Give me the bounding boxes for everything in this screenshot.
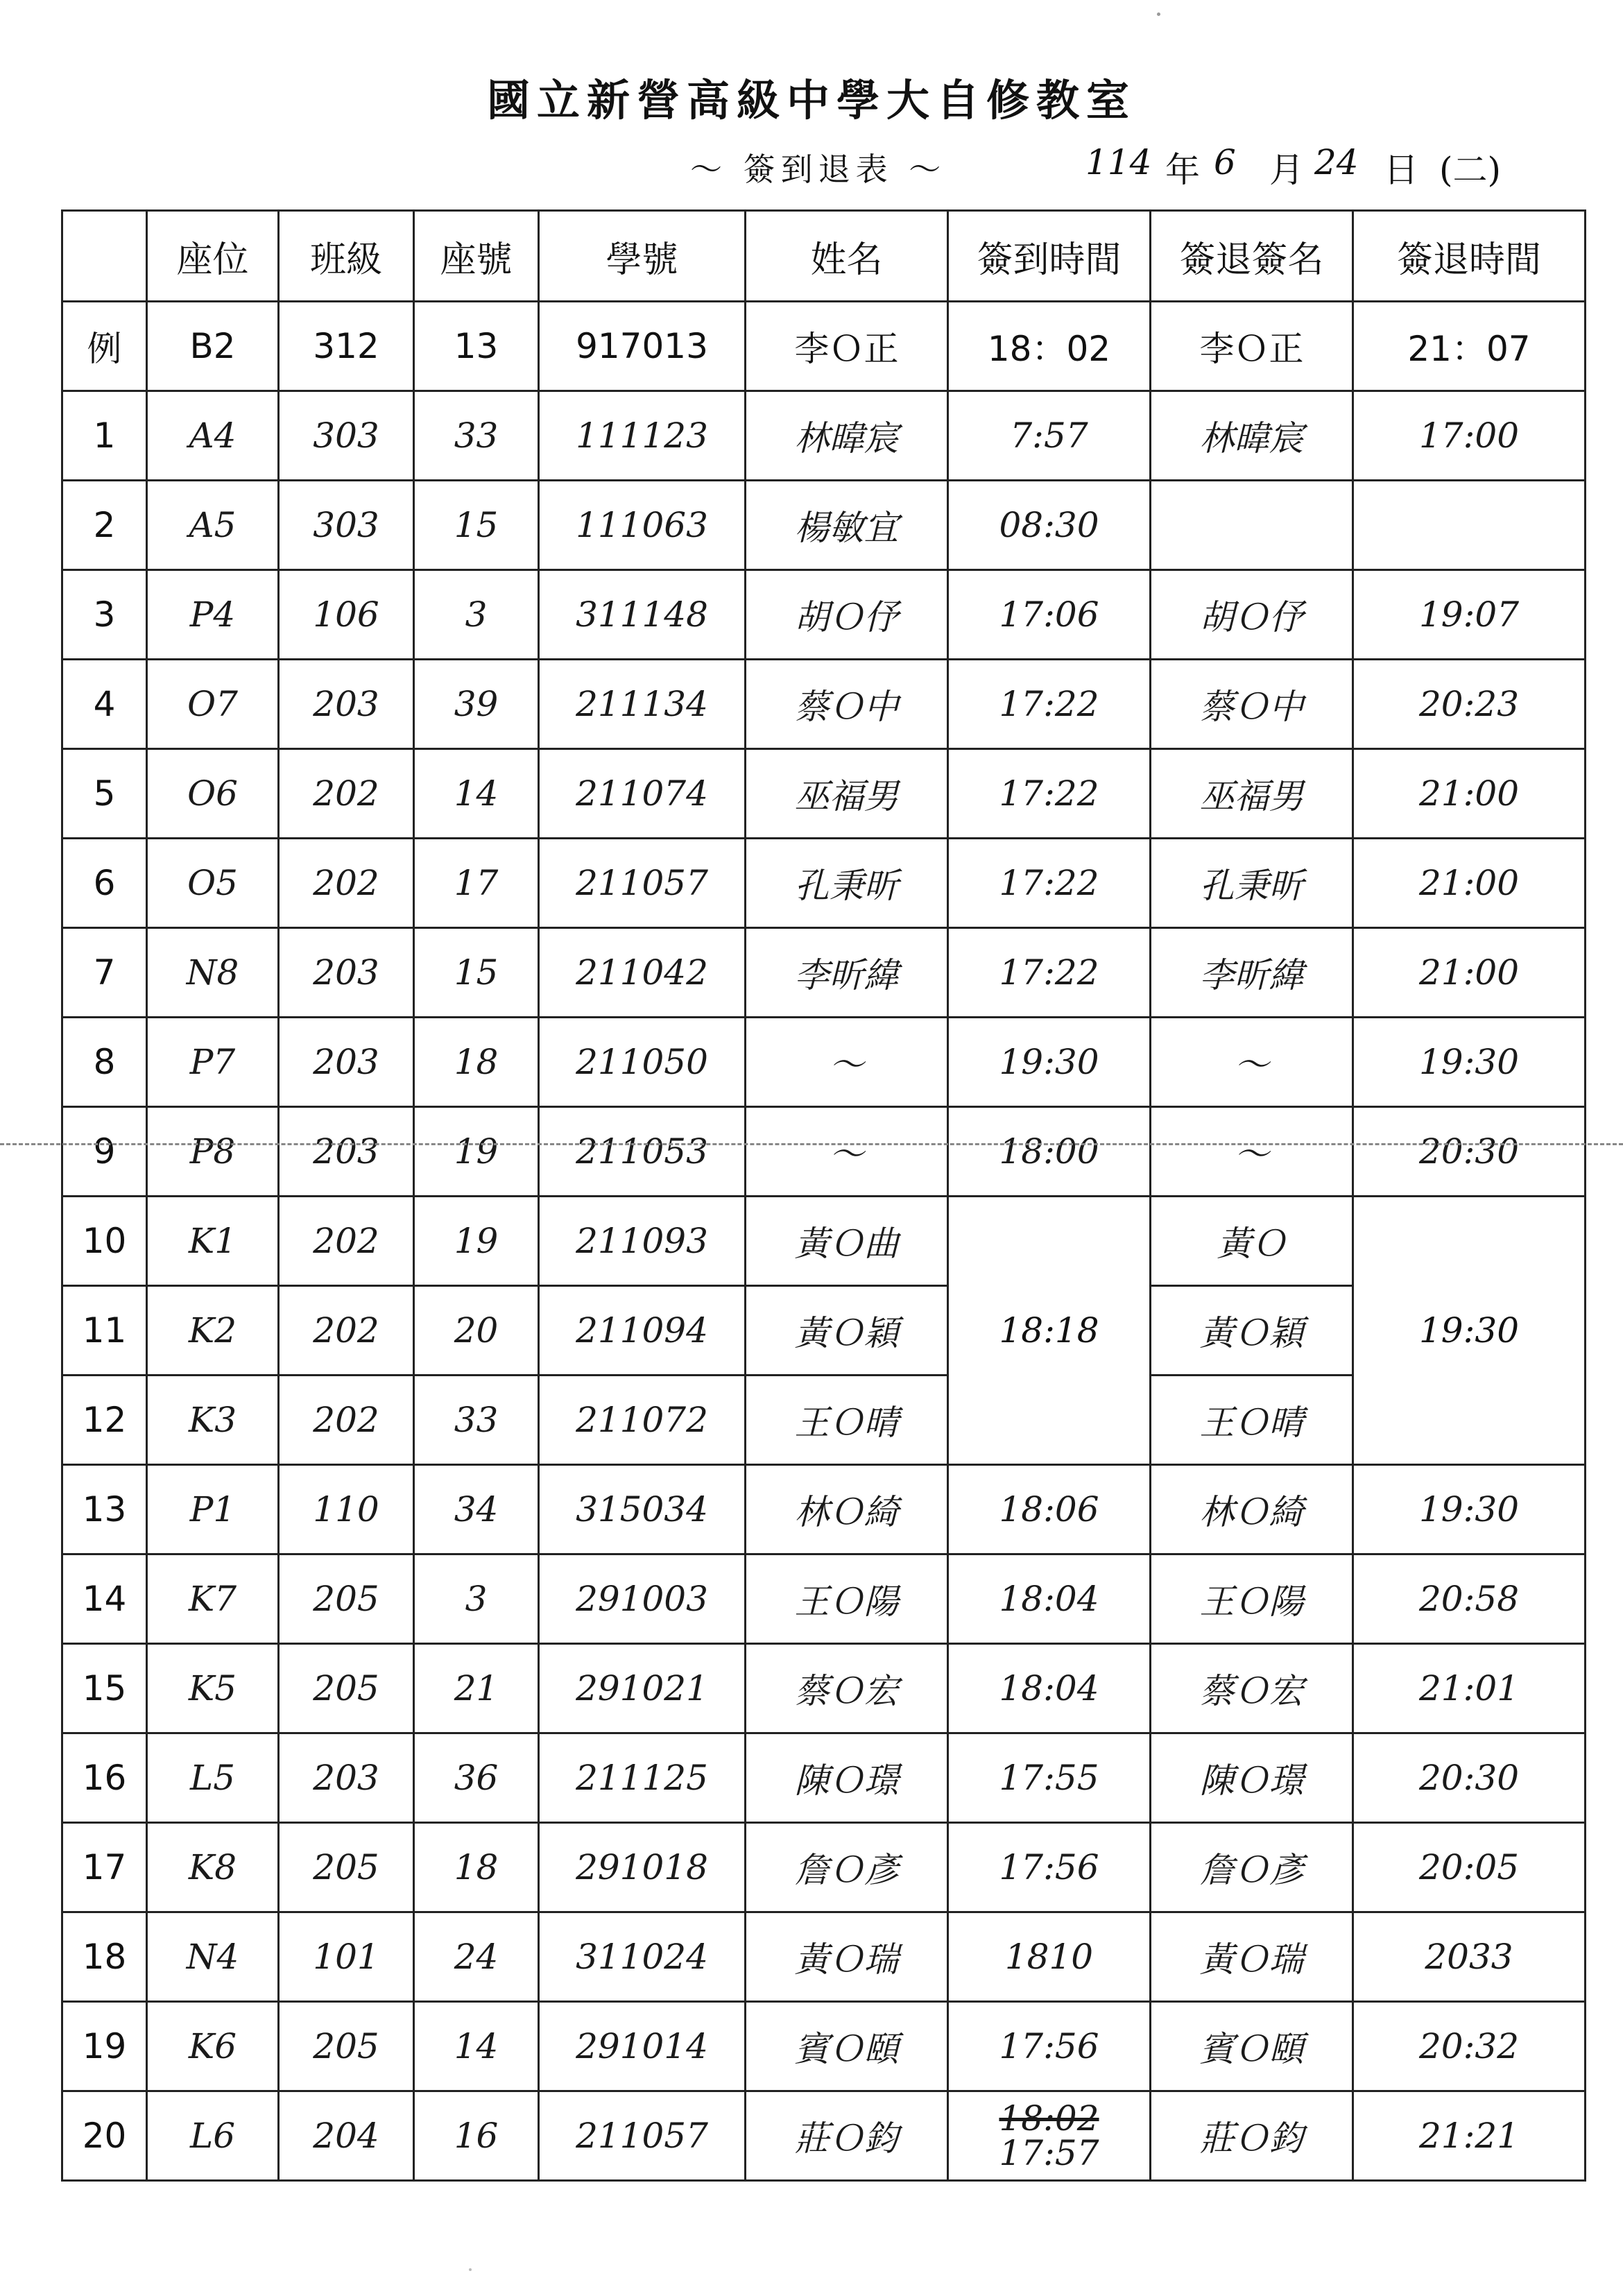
corrected-checkin-time: 17:57 (999, 2133, 1099, 2173)
name-cell: ～ (746, 1107, 948, 1197)
signature-cell: 孔秉昕 (1151, 839, 1353, 928)
class-cell: 202 (279, 839, 414, 928)
col-header-index (62, 211, 147, 302)
table-row (62, 1197, 1586, 1286)
seat-cell: P8 (147, 1107, 279, 1197)
name-cell: 胡Ｏ伃 (746, 570, 948, 660)
seat-number-cell: 21 (414, 1644, 539, 1733)
class-cell: 205 (279, 1644, 414, 1733)
seat-number-cell: 3 (414, 570, 539, 660)
date-month: 6 (1214, 142, 1236, 182)
checkin-cell: 17:56 (948, 2002, 1151, 2091)
row-number: 13 (62, 1465, 147, 1554)
seat-number-cell: 33 (414, 1376, 539, 1465)
checkout-cell: 20:30 (1353, 1733, 1586, 1823)
row-number: 11 (62, 1286, 147, 1376)
seat-number-cell: 15 (414, 481, 539, 570)
row-number: 8 (62, 1018, 147, 1107)
col-header-name: 姓名 (746, 211, 948, 302)
example-seat: B2 (147, 302, 279, 391)
seat-number-cell: 14 (414, 749, 539, 839)
row-number: 4 (62, 660, 147, 749)
signature-cell: 林暐宸 (1151, 391, 1353, 481)
checkout-cell: 20:58 (1353, 1554, 1586, 1644)
name-cell: 王Ｏ陽 (746, 1554, 948, 1644)
signature-cell: 莊Ｏ鈞 (1151, 2091, 1353, 2181)
name-cell: 黃Ｏ穎 (746, 1286, 948, 1376)
checkin-cell: 17:22 (948, 660, 1151, 749)
checkin-cell: 08:30 (948, 481, 1151, 570)
header-row (62, 211, 1586, 302)
seat-number-cell: 14 (414, 2002, 539, 2091)
seat-cell: O6 (147, 749, 279, 839)
name-cell: 蔡Ｏ宏 (746, 1644, 948, 1733)
student-id-cell: 311024 (539, 1912, 746, 2002)
name-cell: 巫福男 (746, 749, 948, 839)
date-year: 114 (1085, 142, 1152, 182)
name-cell: 蔡Ｏ中 (746, 660, 948, 749)
row-number: 7 (62, 928, 147, 1018)
signature-cell: 李昕緯 (1151, 928, 1353, 1018)
seat-cell: P4 (147, 570, 279, 660)
example-checkin: 18：02 (948, 302, 1151, 391)
student-id-cell: 211125 (539, 1733, 746, 1823)
date-month-unit: 月 (1269, 150, 1304, 190)
seat-cell: L5 (147, 1733, 279, 1823)
row-number: 9 (62, 1107, 147, 1197)
class-cell: 110 (279, 1465, 414, 1554)
seat-number-cell: 18 (414, 1018, 539, 1107)
student-id-cell: 291003 (539, 1554, 746, 1644)
name-cell: 林Ｏ綺 (746, 1465, 948, 1554)
signature-cell: 黃Ｏ穎 (1151, 1286, 1353, 1376)
class-cell: 205 (279, 2002, 414, 2091)
signature-cell: 詹Ｏ彥 (1151, 1823, 1353, 1912)
checkin-cell: 18:04 (948, 1644, 1151, 1733)
checkout-cell: 20:05 (1353, 1823, 1586, 1912)
student-id-cell: 211093 (539, 1197, 746, 1286)
table-row (62, 660, 1586, 749)
col-header-student-id: 學號 (539, 211, 746, 302)
col-header-signature: 簽退簽名 (1151, 211, 1353, 302)
class-cell: 203 (279, 1107, 414, 1197)
checkin-cell: 17:22 (948, 928, 1151, 1018)
table-row (62, 1644, 1586, 1733)
signature-cell: 陳Ｏ璟 (1151, 1733, 1353, 1823)
row-number: 2 (62, 481, 147, 570)
table-row (62, 1554, 1586, 1644)
row-number: 19 (62, 2002, 147, 2091)
seat-cell: P1 (147, 1465, 279, 1554)
checkin-cell: 17:55 (948, 1733, 1151, 1823)
merged-checkout-cell: 19:30 (1353, 1197, 1586, 1465)
seat-number-cell: 33 (414, 391, 539, 481)
example-student-id: 917013 (539, 302, 746, 391)
seat-cell: N8 (147, 928, 279, 1018)
signature-cell: 賓Ｏ頤 (1151, 2002, 1353, 2091)
class-cell: 203 (279, 1018, 414, 1107)
student-id-cell: 211053 (539, 1107, 746, 1197)
example-checkout: 21：07 (1353, 302, 1586, 391)
name-cell: 莊Ｏ鈞 (746, 2091, 948, 2181)
signature-cell: 王Ｏ陽 (1151, 1554, 1353, 1644)
checkout-cell: 21:01 (1353, 1644, 1586, 1733)
checkout-cell: 20:23 (1353, 660, 1586, 749)
seat-cell: P7 (147, 1018, 279, 1107)
name-cell: 孔秉昕 (746, 839, 948, 928)
example-label: 例 (62, 302, 147, 391)
seat-cell: K5 (147, 1644, 279, 1733)
name-cell: ～ (746, 1018, 948, 1107)
student-id-cell: 111063 (539, 481, 746, 570)
seat-number-cell: 19 (414, 1197, 539, 1286)
table-row (62, 1912, 1586, 2002)
signature-cell: ～ (1151, 1107, 1353, 1197)
struck-checkin-time: 18:02 (999, 2098, 1099, 2139)
signature-cell (1151, 481, 1353, 570)
seat-number-cell: 18 (414, 1823, 539, 1912)
class-cell: 303 (279, 391, 414, 481)
seat-cell: K3 (147, 1376, 279, 1465)
checkout-cell: 20:30 (1353, 1107, 1586, 1197)
checkin-cell: 17:56 (948, 1823, 1151, 1912)
seat-number-cell: 24 (414, 1912, 539, 2002)
checkin-cell: 17:06 (948, 570, 1151, 660)
row-number: 16 (62, 1733, 147, 1823)
signature-cell: 黃Ｏ (1151, 1197, 1353, 1286)
example-class: 312 (279, 302, 414, 391)
table-row (62, 481, 1586, 570)
col-header-checkin: 簽到時間 (948, 211, 1151, 302)
student-id-cell: 211134 (539, 660, 746, 749)
page-title: 國立新營高級中學大自修教室 (486, 75, 1136, 126)
checkout-cell: 21:00 (1353, 749, 1586, 839)
seat-cell: K6 (147, 2002, 279, 2091)
table-row (62, 570, 1586, 660)
signature-cell: 蔡Ｏ中 (1151, 660, 1353, 749)
class-cell: 106 (279, 570, 414, 660)
signature-cell: 王Ｏ晴 (1151, 1376, 1353, 1465)
student-id-cell: 291014 (539, 2002, 746, 2091)
row-number: 14 (62, 1554, 147, 1644)
class-cell: 303 (279, 481, 414, 570)
signature-cell: 巫福男 (1151, 749, 1353, 839)
example-row (62, 302, 1586, 391)
seat-number-cell: 20 (414, 1286, 539, 1376)
seat-number-cell: 3 (414, 1554, 539, 1644)
checkout-cell: 20:32 (1353, 2002, 1586, 2091)
class-cell: 203 (279, 660, 414, 749)
table-row (62, 1465, 1586, 1554)
checkout-cell: 19:30 (1353, 1465, 1586, 1554)
seat-number-cell: 17 (414, 839, 539, 928)
speck (1157, 12, 1160, 16)
checkout-cell: 21:00 (1353, 839, 1586, 928)
checkin-cell: 17:22 (948, 839, 1151, 928)
checkin-cell: 7:57 (948, 391, 1151, 481)
student-id-cell: 211074 (539, 749, 746, 839)
col-header-seat: 座位 (147, 211, 279, 302)
seat-number-cell: 34 (414, 1465, 539, 1554)
student-id-cell: 211072 (539, 1376, 746, 1465)
name-cell: 李昕緯 (746, 928, 948, 1018)
date-weekday: (二) (1439, 150, 1502, 190)
seat-number-cell: 39 (414, 660, 539, 749)
name-cell: 王Ｏ晴 (746, 1376, 948, 1465)
name-cell: 林暐宸 (746, 391, 948, 481)
row-number: 17 (62, 1823, 147, 1912)
seat-cell: A5 (147, 481, 279, 570)
speck (469, 2268, 472, 2271)
row-number: 3 (62, 570, 147, 660)
checkout-cell: 21:21 (1353, 2091, 1586, 2181)
checkout-cell: 19:07 (1353, 570, 1586, 660)
date-day: 24 (1314, 142, 1359, 182)
seat-cell: O7 (147, 660, 279, 749)
signature-cell: ～ (1151, 1018, 1353, 1107)
class-cell: 202 (279, 1376, 414, 1465)
checkin-cell: 1810 (948, 1912, 1151, 2002)
table-row (62, 749, 1586, 839)
row-number: 10 (62, 1197, 147, 1286)
signature-cell: 蔡Ｏ宏 (1151, 1644, 1353, 1733)
student-id-cell: 211057 (539, 839, 746, 928)
student-id-cell: 211042 (539, 928, 746, 1018)
row-number: 1 (62, 391, 147, 481)
name-cell: 詹Ｏ彥 (746, 1823, 948, 1912)
row-number: 5 (62, 749, 147, 839)
table-row (62, 1107, 1586, 1197)
class-cell: 203 (279, 1733, 414, 1823)
checkout-cell: 17:00 (1353, 391, 1586, 481)
checkin-cell: 19:30 (948, 1018, 1151, 1107)
table-row (62, 1018, 1586, 1107)
name-cell: 陳Ｏ璟 (746, 1733, 948, 1823)
seat-number-cell: 16 (414, 2091, 539, 2181)
name-cell: 黃Ｏ瑞 (746, 1912, 948, 2002)
checkin-cell: 18:00 (948, 1107, 1151, 1197)
seat-number-cell: 36 (414, 1733, 539, 1823)
checkout-cell: 2033 (1353, 1912, 1586, 2002)
page-subtitle: ～ 簽到退表 ～ (690, 151, 947, 188)
col-header-number: 座號 (414, 211, 539, 302)
class-cell: 202 (279, 1286, 414, 1376)
row-number: 18 (62, 1912, 147, 2002)
table-row (62, 2091, 1586, 2181)
class-cell: 202 (279, 749, 414, 839)
seat-number-cell: 19 (414, 1107, 539, 1197)
class-cell: 205 (279, 1823, 414, 1912)
checkout-cell: 21:00 (1353, 928, 1586, 1018)
class-cell: 202 (279, 1197, 414, 1286)
table-row (62, 928, 1586, 1018)
name-cell: 黃Ｏ曲 (746, 1197, 948, 1286)
seat-cell: K8 (147, 1823, 279, 1912)
seat-cell: K1 (147, 1197, 279, 1286)
seat-cell: K2 (147, 1286, 279, 1376)
class-cell: 204 (279, 2091, 414, 2181)
checkout-cell (1353, 481, 1586, 570)
name-cell: 楊敏宜 (746, 481, 948, 570)
checkin-cell (948, 2091, 1151, 2181)
checkin-cell: 18:06 (948, 1465, 1151, 1554)
student-id-cell: 291018 (539, 1823, 746, 1912)
seat-cell: K7 (147, 1554, 279, 1644)
signin-table (61, 209, 1586, 2182)
name-cell: 賓Ｏ頤 (746, 2002, 948, 2091)
table-row (62, 2002, 1586, 2091)
seat-cell: O5 (147, 839, 279, 928)
merged-checkin-cell: 18:18 (948, 1197, 1151, 1465)
checkin-cell: 17:22 (948, 749, 1151, 839)
date-year-unit: 年 (1165, 150, 1200, 190)
student-id-cell: 291021 (539, 1644, 746, 1733)
student-id-cell: 111123 (539, 391, 746, 481)
checkout-cell: 19:30 (1353, 1018, 1586, 1107)
signature-cell: 黃Ｏ瑞 (1151, 1912, 1353, 2002)
student-id-cell: 211057 (539, 2091, 746, 2181)
table-row (62, 391, 1586, 481)
example-signature: 李Ｏ正 (1151, 302, 1353, 391)
col-header-checkout: 簽退時間 (1353, 211, 1586, 302)
example-name: 李Ｏ正 (746, 302, 948, 391)
seat-cell: L6 (147, 2091, 279, 2181)
example-number: 13 (414, 302, 539, 391)
class-cell: 205 (279, 1554, 414, 1644)
checkin-cell: 18:04 (948, 1554, 1151, 1644)
seat-cell: N4 (147, 1912, 279, 2002)
seat-cell: A4 (147, 391, 279, 481)
row-number: 15 (62, 1644, 147, 1733)
class-cell: 101 (279, 1912, 414, 2002)
student-id-cell: 315034 (539, 1465, 746, 1554)
student-id-cell: 211050 (539, 1018, 746, 1107)
row-number: 20 (62, 2091, 147, 2181)
seat-number-cell: 15 (414, 928, 539, 1018)
table-row (62, 1823, 1586, 1912)
student-id-cell: 211094 (539, 1286, 746, 1376)
fold-line (0, 1143, 1623, 1145)
row-number: 6 (62, 839, 147, 928)
class-cell: 203 (279, 928, 414, 1018)
row-number: 12 (62, 1376, 147, 1465)
student-id-cell: 311148 (539, 570, 746, 660)
signature-cell: 林Ｏ綺 (1151, 1465, 1353, 1554)
table-row (62, 839, 1586, 928)
date-day-unit: 日 (1384, 150, 1418, 190)
table-row (62, 1733, 1586, 1823)
col-header-class: 班級 (279, 211, 414, 302)
signature-cell: 胡Ｏ伃 (1151, 570, 1353, 660)
